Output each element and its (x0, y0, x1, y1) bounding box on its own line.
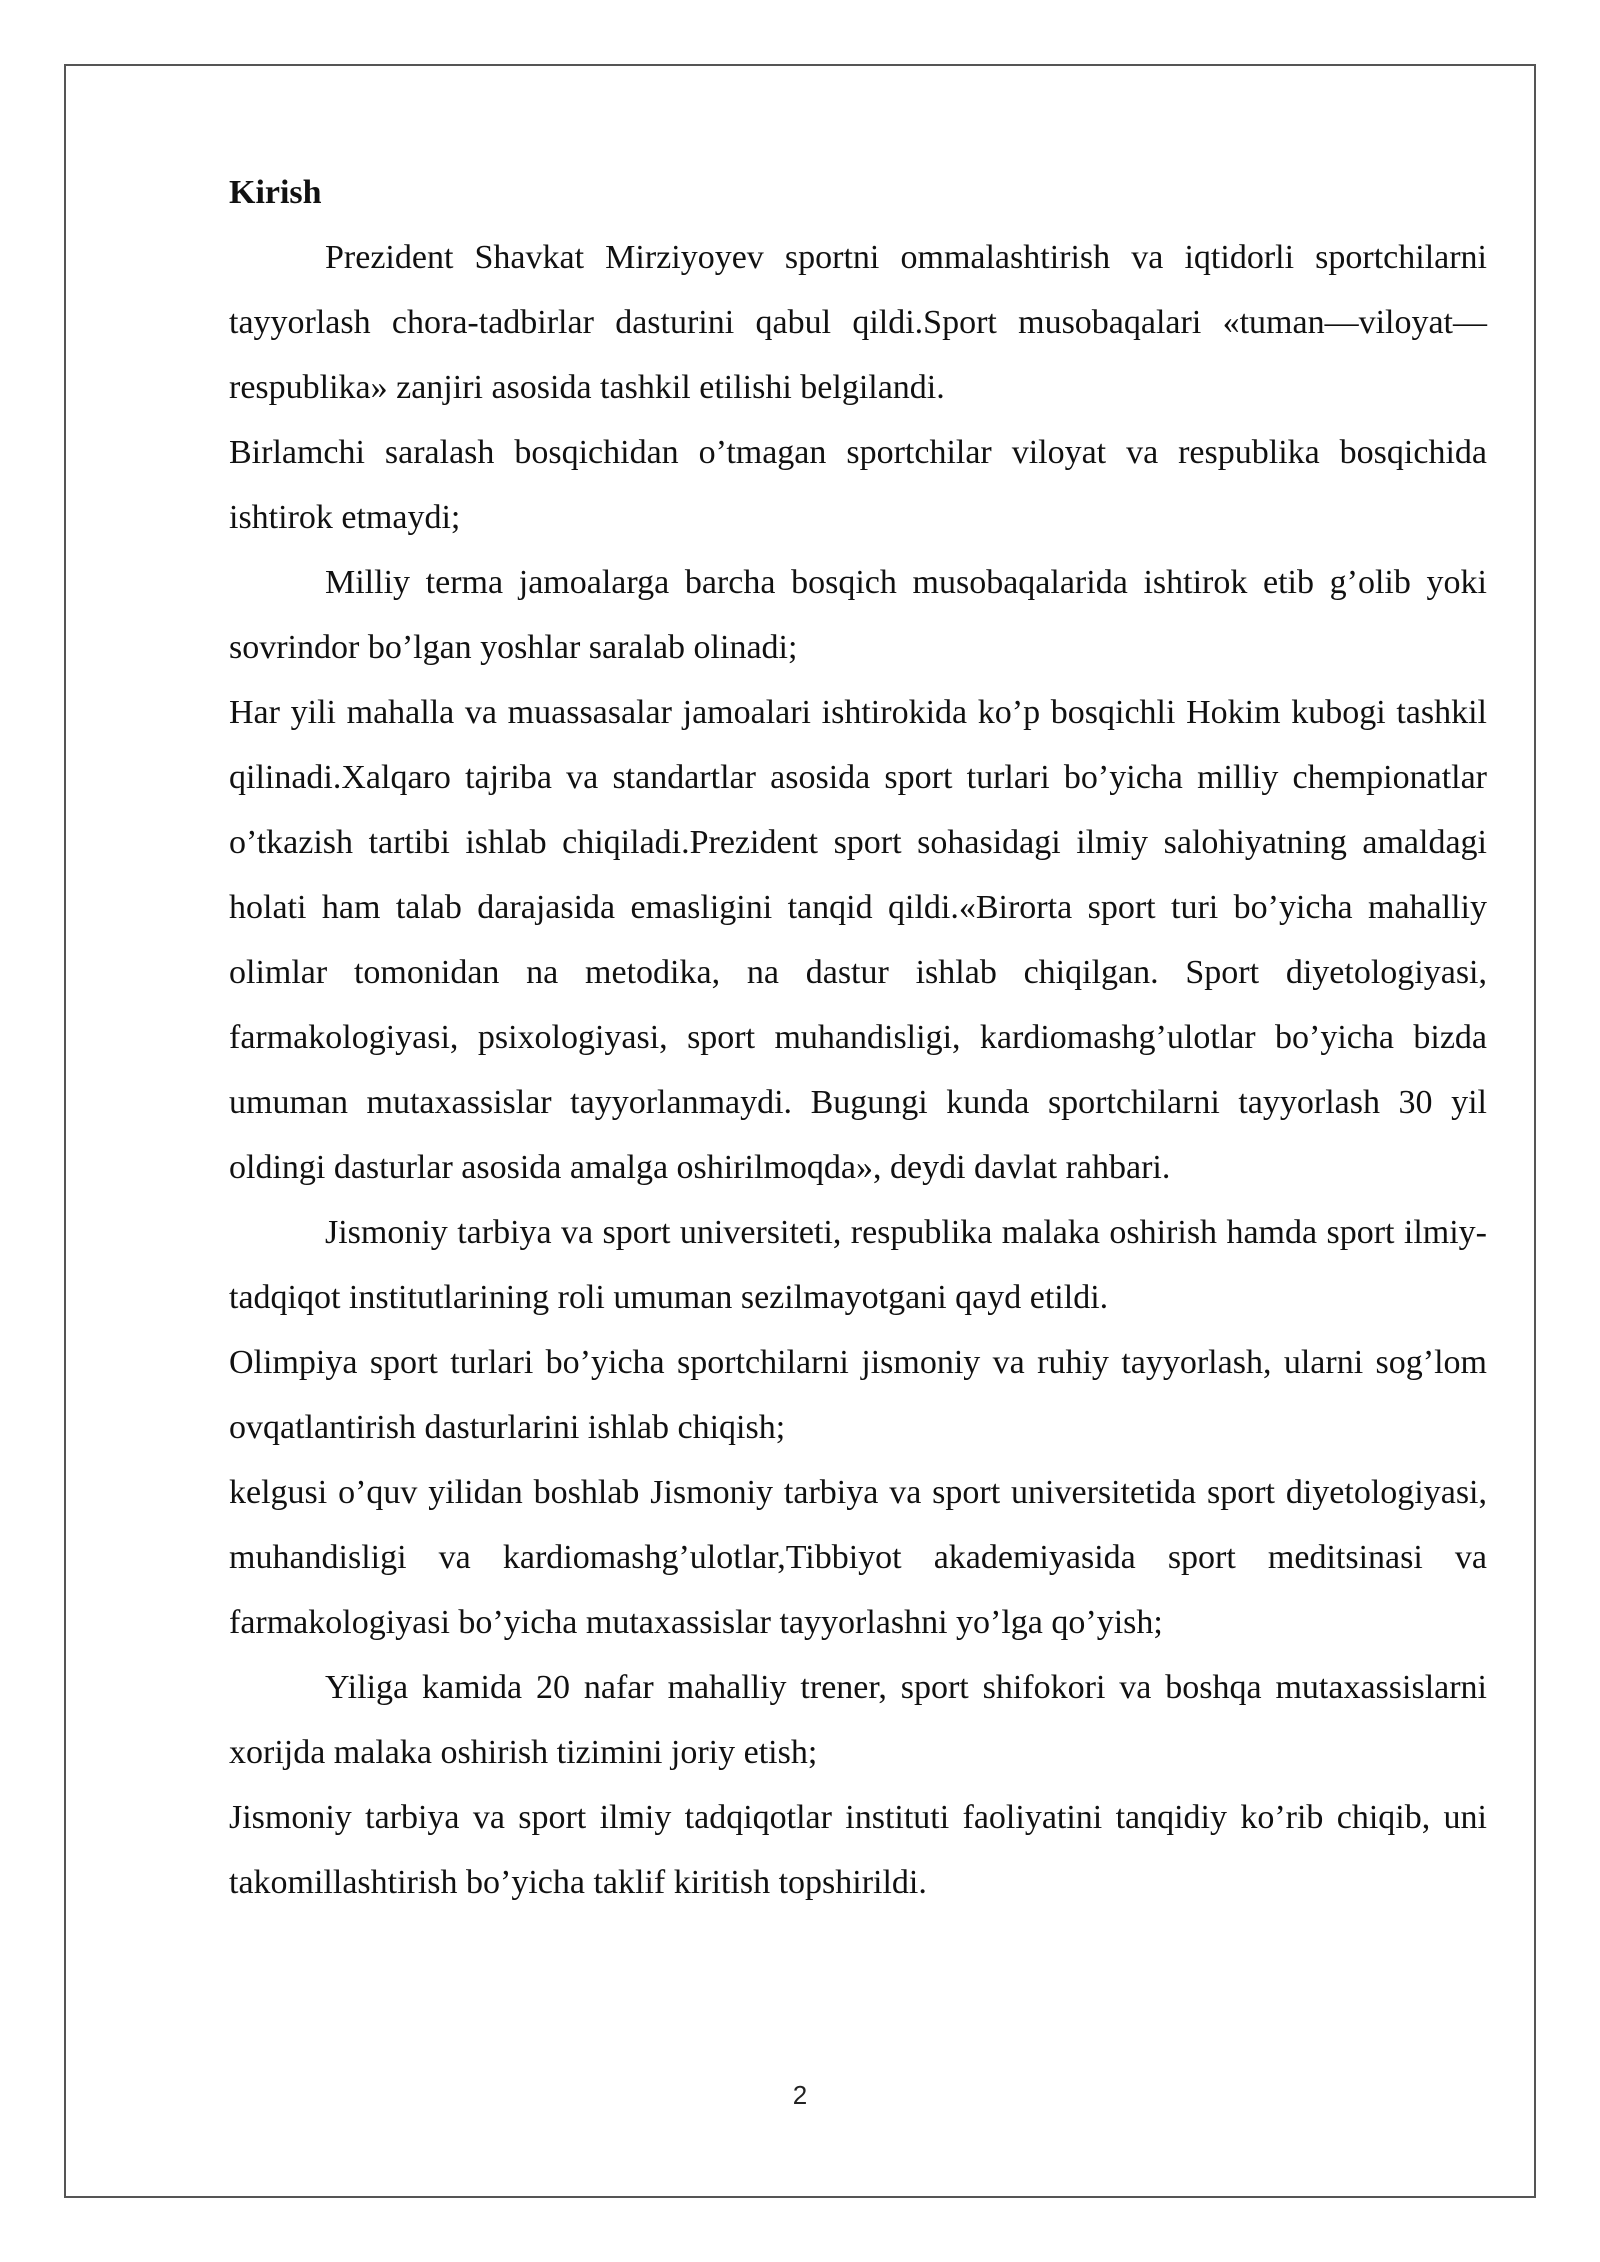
paragraph-2: Birlamchi saralash bosqichidan o’tmagan sportchilar viloyat va respublika bosqichida ishtirok etmaydi; (229, 434, 1487, 536)
section-heading: Kirish (229, 174, 322, 211)
paragraph-1: Prezident Shavkat Mirziyoyev sportni ommalashtirish va iqtidorli sportchilarni tayyorlash chora-tadbirlar dasturini qabul qildi.Sport musobaqalari «tuman—viloyat—respublika» zanjiri asosida tashkil etilishi belgilandi. (229, 239, 1487, 406)
paragraph-8: Yiliga kamida 20 nafar mahalliy trener, sport shifokori va boshqa mutaxassislarni xorijda malaka oshirish tizimini joriy etish; (229, 1669, 1487, 1771)
paragraph-3: Milliy terma jamoalarga barcha bosqich musobaqalarida ishtirok etib g’olib yoki sovrindor bo’lgan yoshlar saralab olinadi; (229, 564, 1487, 666)
paragraph-9: Jismoniy tarbiya va sport ilmiy tadqiqotlar instituti faoliyatini tanqidiy ko’rib chiqib, uni takomillashtirish bo’yicha taklif kiritish topshirildi. (229, 1799, 1487, 1901)
document-body (229, 160, 1487, 1915)
paragraph-6: Olimpiya sport turlari bo’yicha sportchilarni jismoniy va ruhiy tayyorlash, ularni sog’lom ovqatlantirish dasturlarini ishlab chiqish; (229, 1344, 1487, 1446)
paragraph-7: kelgusi o’quv yilidan boshlab Jismoniy tarbiya va sport universitetida sport diyetologiyasi, muhandisligi va kardiomashg’ulotlar,Tibbiyot akademiyasida sport meditsinasi va farmakologiyasi bo’yicha mutaxassislar tayyorlashni yo’lga qo’yish; (229, 1474, 1487, 1641)
paragraph-5: Jismoniy tarbiya va sport universiteti, respublika malaka oshirish hamda sport ilmiy-tadqiqot institutlarining roli umuman sezilmayotgani qayd etildi. (229, 1214, 1487, 1316)
page-number: 2 (792, 2080, 808, 2110)
paragraph-4: Har yili mahalla va muassasalar jamoalari ishtirokida ko’p bosqichli Hokim kubogi tashkil qilinadi.Xalqaro tajriba va standartlar asosida sport turlari bo’yicha milliy chempionatlar o’tkazish tartibi ishlab chiqiladi.Prezident sport sohasidagi ilmiy salohiyatning amaldagi holati ham talab darajasida emasligini tanqid qildi.«Birorta sport turi bo’yicha mahalliy olimlar tomonidan na metodika, na dastur ishlab chiqilgan. Sport diyetologiyasi, farmakologiyasi, psixologiyasi, sport muhandisligi, kardiomashg’ulotlar bo’yicha bizda umuman mutaxassislar tayyorlanmaydi. Bugungi kunda sportchilarni tayyorlash 30 yil oldingi dasturlar asosida amalga oshirilmoqda», deydi davlat rahbari. (229, 694, 1487, 1186)
